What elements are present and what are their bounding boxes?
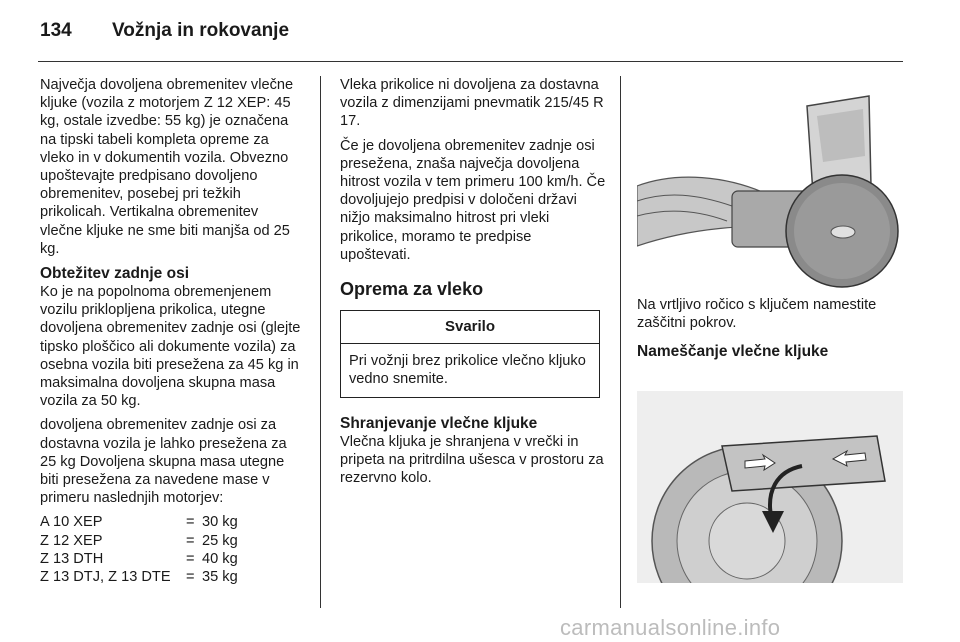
column-3 bbox=[637, 76, 903, 583]
page-number: 134 bbox=[40, 20, 72, 41]
header-rule bbox=[38, 61, 903, 62]
equals-cell: = bbox=[186, 550, 195, 567]
column-1 bbox=[40, 76, 304, 586]
table-row bbox=[40, 532, 238, 550]
paragraph-vans: dovoljena obremenitev zadnje osi za dostavna vozila je lahko presežena za 25 kg Dovoljena skupna masa utegne biti presežena za navedene mase v primeru naslednjih motorjev: bbox=[40, 417, 287, 507]
heading-mount-hook: Nameščanje vlečne kljuke bbox=[637, 343, 829, 361]
heading-storage: Shranjevanje vlečne kljuke bbox=[340, 414, 538, 432]
column-2 bbox=[340, 76, 606, 493]
equals-cell: = bbox=[186, 514, 195, 531]
engine-cell: Z 13 DTJ, Z 13 DTE bbox=[40, 569, 171, 586]
warning-title: Svarilo bbox=[341, 311, 599, 344]
engine-cell: A 10 XEP bbox=[40, 514, 103, 531]
spare-wheel-illustration bbox=[637, 371, 903, 583]
paragraph-speed-limit: Če je dovoljena obremenitev zadnje osi presežena, znaša največja dovoljena hitrost vozila v tem primeru 100 km/h. Če dovoljujejo predpisi v določeni državi nižjo maksimalno hitrost pri vleki prikolice, moramo te predpise upoštevati. bbox=[340, 137, 606, 263]
table-row bbox=[40, 550, 238, 568]
mass-cell: 25 kg bbox=[202, 532, 238, 549]
mass-cell: 35 kg bbox=[202, 569, 238, 586]
equals-cell: = bbox=[186, 532, 195, 549]
heading-rear-axle: Obtežitev zadnje osi bbox=[40, 265, 190, 283]
engine-cell: Z 13 DTH bbox=[40, 550, 104, 567]
heading-towing-equipment: Oprema za vleko bbox=[340, 279, 484, 300]
mass-cell: 40 kg bbox=[202, 550, 238, 567]
equals-cell: = bbox=[186, 569, 195, 586]
illustration-cap-on-hook bbox=[637, 76, 903, 288]
engine-cell: Z 12 XEP bbox=[40, 532, 103, 549]
paragraph-rear-axle: Ko je na popolnoma obremenjenem vozilu priklopljena prikolica, utegne dovoljena obremenitev zadnje osi (glejte tipsko ploščico ali dokumente vozila) za osebna vozila biti presežena za 45 kg in maksimalna dovoljena skupna masa vozila za 50 kg. bbox=[40, 284, 301, 410]
watermark: carmanualsonline.info bbox=[560, 615, 781, 640]
warning-box bbox=[340, 310, 600, 398]
paragraph-tyre-restriction: Vleka prikolice ni dovoljena za dostavna vozila z dimenzijami pnevmatik 215/45 R 17. bbox=[340, 77, 604, 130]
hand-cap-illustration bbox=[637, 76, 903, 288]
column-divider-2 bbox=[620, 76, 621, 608]
page-header bbox=[40, 20, 289, 42]
column-divider-1 bbox=[320, 76, 321, 608]
paragraph-max-load: Največja dovoljena obremenitev vlečne kljuke (vozila z motorjem Z 12 XEP: 45 kg, ostale izvedbe: 55 kg) je označena na tipski tabeli kompleta opreme za vleko in v dokumentih vozila. Obvezno upoštevajte predpisano dovoljeno obremenitev, posebej pri težkih prikolicah. Vertikalna obremenitev vlečne kljuke ne sme biti manjša od 25 kg. bbox=[40, 77, 294, 257]
table-row bbox=[40, 513, 238, 531]
mass-cell: 30 kg bbox=[202, 514, 238, 531]
paragraph-storage: Vlečna kljuka je shranjena v vrečki in pripeta na pritrdilna ušesca v prostoru za rezervno kolo. bbox=[340, 433, 604, 487]
warning-text: Pri vožnji brez prikolice vlečno kljuko vedno snemite. bbox=[349, 353, 586, 388]
engine-mass-table bbox=[40, 513, 238, 586]
caption-cap: Na vrtljivo ročico s ključem namestite zaščitni pokrov. bbox=[637, 297, 877, 332]
page-title: Vožnja in rokovanje bbox=[112, 20, 290, 41]
illustration-spare-wheel bbox=[637, 371, 903, 583]
table-row bbox=[40, 568, 238, 586]
